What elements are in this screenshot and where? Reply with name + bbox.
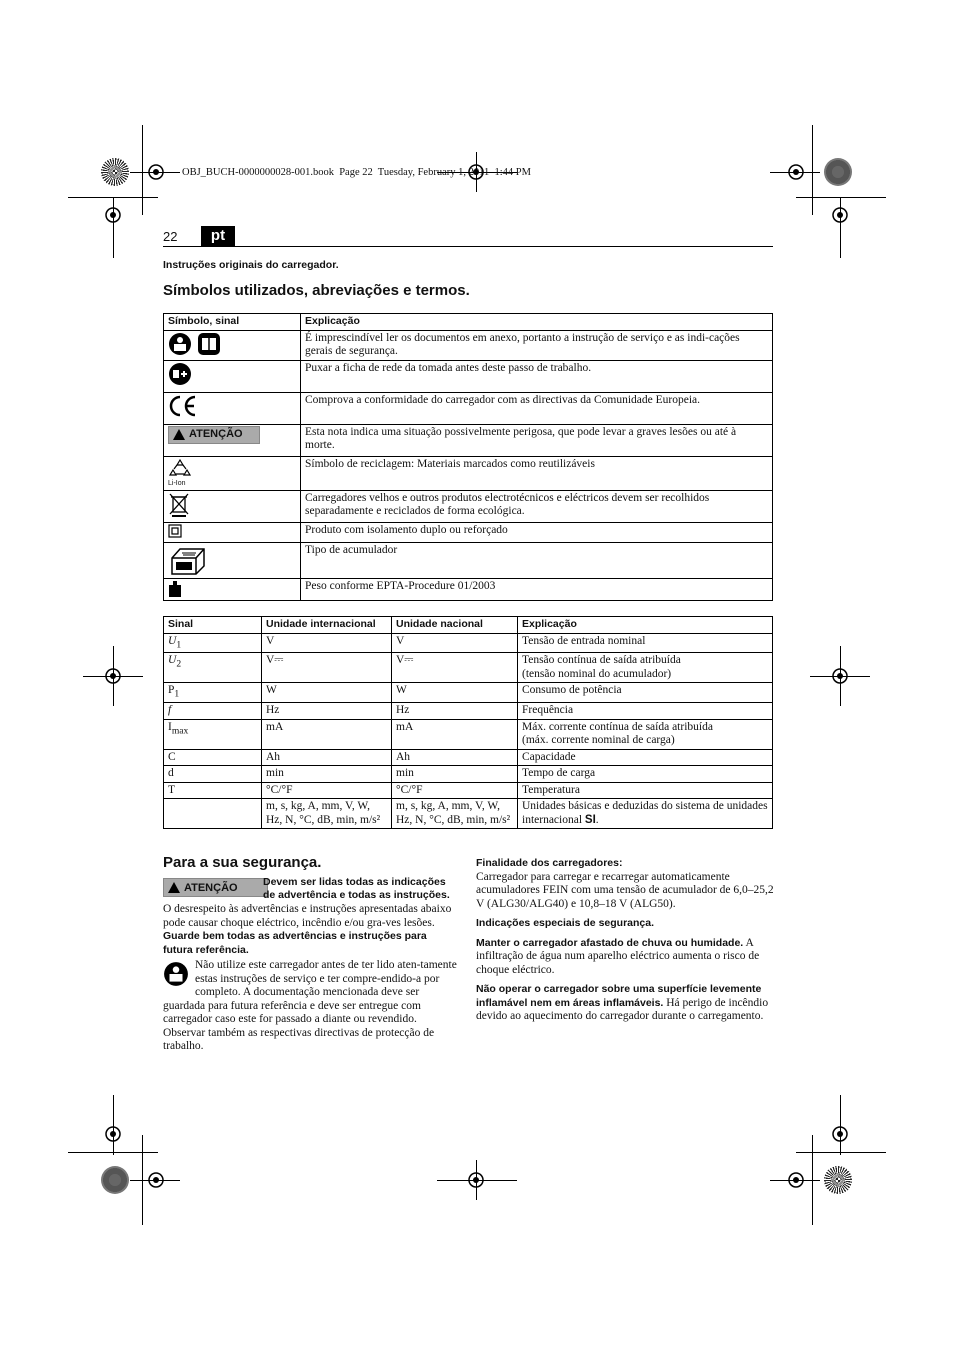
color-rosette-icon bbox=[824, 1166, 852, 1194]
symbol-explanation: Peso conforme EPTA-Procedure 01/2003 bbox=[301, 578, 773, 600]
rain-warning-bold: Manter o carregador afastado de chuva ou humidade. bbox=[476, 936, 744, 949]
file-header: OBJ_BUCH-0000000028-001.book Page 22 Tuesday, February 1, 2011 1:44 PM bbox=[182, 167, 531, 178]
natl-unit: W bbox=[392, 683, 518, 703]
color-rosette-icon bbox=[101, 158, 129, 186]
sign-symbol: f bbox=[168, 704, 172, 717]
warning-triangle-icon bbox=[173, 429, 185, 440]
registration-mark-icon bbox=[463, 1167, 489, 1193]
symbol-explanation: Carregadores velhos e outros produtos electrotécnicos e eléctricos devem ser recolhidos separadamente e reciclados de forma ecológica. bbox=[301, 490, 773, 522]
registration-mark-icon bbox=[143, 159, 169, 185]
grey-rosette-icon bbox=[824, 158, 852, 186]
document-subtitle: Instruções originais do carregador. bbox=[163, 259, 339, 271]
natl-unit: mA bbox=[392, 719, 518, 749]
registration-mark-icon bbox=[100, 1121, 126, 1147]
sign-symbol: C bbox=[164, 749, 262, 766]
section-title-symbols: Símbolos utilizados, abreviações e termos. bbox=[163, 282, 470, 299]
table-row bbox=[164, 766, 773, 783]
page-number: 22 bbox=[163, 229, 178, 244]
li-ion-recycling-icon bbox=[168, 458, 192, 480]
sign-symbol: I bbox=[168, 720, 172, 733]
battery-pack-icon bbox=[168, 544, 206, 576]
registration-mark-icon bbox=[143, 1167, 169, 1193]
column-header: Unidade internacional bbox=[262, 617, 392, 634]
column-header: Explicação bbox=[518, 617, 773, 634]
warning-read-all: Devem ser lidas todas as indicações de advertência e todas as instruções. bbox=[263, 876, 450, 901]
table-row bbox=[164, 633, 773, 653]
symbol-explanation: Produto com isolamento duplo ou reforçado bbox=[301, 522, 773, 542]
intl-unit: mA bbox=[262, 719, 392, 749]
symbol-explanation: Símbolo de reciclagem: Materiais marcados como reutilizáveis bbox=[301, 456, 773, 490]
registration-mark-icon bbox=[827, 202, 853, 228]
sign-symbol: P bbox=[168, 684, 175, 697]
registration-mark-icon bbox=[827, 663, 853, 689]
flammable-warning-text: Há perigo de incêndio devido ao aquecimento do carregador durante o carregamento. bbox=[476, 996, 769, 1022]
warning-triangle-icon bbox=[168, 882, 180, 893]
column-header: Unidade nacional bbox=[392, 617, 518, 634]
natl-unit: V bbox=[392, 633, 518, 653]
table-row bbox=[164, 799, 773, 829]
unit-explanation: Consumo de potência bbox=[518, 683, 773, 703]
purpose-text: Carregador para carregar e recarregar automaticamente acumuladores FEIN com uma tensão de acumulador de 6,0–25,2 V (ALG30/ALG40) e 10,8–18 V (ALG50). bbox=[476, 870, 774, 910]
symbol-explanation: É imprescindível ler os documentos em anexo, portanto a instrução de serviço e as indi-cações gerais de segurança. bbox=[301, 330, 773, 360]
table-header-row bbox=[164, 617, 773, 634]
symbol-explanation: Tipo de acumulador bbox=[301, 542, 773, 578]
unit-explanation: Frequência bbox=[518, 703, 773, 720]
weight-icon bbox=[168, 580, 182, 598]
column-header: Explicação bbox=[301, 314, 773, 331]
intl-unit: Hz bbox=[262, 703, 392, 720]
intl-unit: m, s, kg, A, mm, V, W, Hz, N, °C, dB, min, m/s² bbox=[262, 799, 392, 829]
natl-unit: min bbox=[392, 766, 518, 783]
grey-rosette-icon bbox=[101, 1166, 129, 1194]
warning-badge: ATENÇÃO bbox=[163, 878, 268, 897]
natl-unit: m, s, kg, A, mm, V, W, Hz, N, °C, dB, min, m/s² bbox=[392, 799, 518, 829]
intl-unit: V⎓ bbox=[262, 653, 392, 683]
li-ion-label: Li-Ion bbox=[168, 479, 186, 487]
symbols-table bbox=[163, 313, 773, 601]
unit-explanation: Máx. corrente contínua de saída atribuída (máx. corrente nominal de carga) bbox=[518, 719, 773, 749]
table-row bbox=[164, 578, 773, 600]
rain-warning-text: A infiltração de água num aparelho eléctrico aumenta o risco de choque eléctrico. bbox=[476, 936, 760, 976]
header-rule bbox=[163, 246, 773, 247]
registration-mark-icon bbox=[783, 159, 809, 185]
sign-symbol: T bbox=[164, 782, 262, 799]
registration-mark-icon bbox=[827, 1121, 853, 1147]
symbol-explanation: Comprova a conformidade do carregador com as directivas da Comunidade Europeia. bbox=[301, 392, 773, 424]
registration-mark-icon bbox=[783, 1167, 809, 1193]
table-row bbox=[164, 542, 773, 578]
table-row bbox=[164, 424, 773, 456]
unit-explanation: Tensão de entrada nominal bbox=[518, 633, 773, 653]
column-header: Símbolo, sinal bbox=[164, 314, 301, 331]
table-row bbox=[164, 330, 773, 360]
table-row bbox=[164, 683, 773, 703]
language-tab: pt bbox=[201, 226, 235, 246]
sign-subscript: 1 bbox=[176, 638, 182, 650]
symbol-explanation: Puxar a ficha de rede da tomada antes deste passo de trabalho. bbox=[301, 360, 773, 392]
section-title-safety: Para a sua segurança. bbox=[163, 854, 322, 871]
table-row bbox=[164, 456, 773, 490]
table-row bbox=[164, 360, 773, 392]
unit-explanation: Tensão contínua de saída atribuída (tensão nominal do acumulador) bbox=[518, 653, 773, 683]
read-manual-icon bbox=[168, 332, 220, 356]
symbol-explanation: Esta nota indica uma situação possivelmente perigosa, que pode levar a graves lesões ou até à morte. bbox=[301, 424, 773, 456]
registration-mark-icon bbox=[100, 202, 126, 228]
sign-symbol: U bbox=[168, 634, 177, 647]
unit-explanation: Temperatura bbox=[518, 782, 773, 799]
sign-symbol: d bbox=[164, 766, 262, 783]
unit-explanation: Tempo de carga bbox=[518, 766, 773, 783]
table-row bbox=[164, 749, 773, 766]
units-table bbox=[163, 616, 773, 829]
column-header: Sinal bbox=[164, 617, 262, 634]
table-header-row bbox=[164, 314, 773, 331]
table-row bbox=[164, 522, 773, 542]
registration-mark-icon bbox=[100, 663, 126, 689]
natl-unit: V⎓ bbox=[392, 653, 518, 683]
purpose-title: Finalidade dos carregadores: bbox=[476, 857, 623, 869]
table-row bbox=[164, 653, 773, 683]
safety-paragraph: Não utilize este carregador antes de ter lido aten-tamente estas instruções de serviço e ter compre-endido-a por completo. A documentação mencionada deve ser guardada para futura referência e deve ser entregue com carregador caso este for passado a diante ou revendido. bbox=[163, 959, 457, 1025]
unit-explanation: Unidades básicas e deduzidas do sistema de unidades internacional SI. bbox=[518, 799, 773, 829]
safety-paragraph: Observar também as respectivas directivas de protecção de trabalho. bbox=[163, 1026, 435, 1052]
intl-unit: V bbox=[262, 633, 392, 653]
table-row bbox=[164, 490, 773, 522]
table-row bbox=[164, 782, 773, 799]
ce-mark-icon bbox=[168, 394, 198, 418]
crossed-bin-icon bbox=[168, 492, 190, 518]
table-row bbox=[164, 392, 773, 424]
special-safety-title: Indicações especiais de segurança. bbox=[476, 917, 655, 929]
intl-unit: W bbox=[262, 683, 392, 703]
unit-explanation: Capacidade bbox=[518, 749, 773, 766]
natl-unit: Ah bbox=[392, 749, 518, 766]
intl-unit: Ah bbox=[262, 749, 392, 766]
keep-instructions: Guarde bem todas as advertências e instruções para futura referência. bbox=[163, 930, 427, 956]
natl-unit: °C/°F bbox=[392, 782, 518, 799]
flammable-warning-bold: Não operar o carregador sobre uma superfície levemente inflamável nem em áreas inflamáveis. bbox=[476, 983, 762, 1009]
read-manual-icon bbox=[163, 961, 189, 987]
table-row bbox=[164, 703, 773, 720]
intl-unit: °C/°F bbox=[262, 782, 392, 799]
sign-subscript: 1 bbox=[174, 688, 180, 700]
sign-symbol bbox=[164, 799, 262, 829]
sign-subscript: 2 bbox=[176, 658, 182, 670]
safety-paragraph: O desrespeito às advertências e instruções apresentadas abaixo pode causar choque eléctrico, incêndio e/ou gra-ves lesões. bbox=[163, 903, 452, 929]
sign-symbol: U bbox=[168, 654, 177, 667]
warning-badge: ATENÇÃO bbox=[168, 426, 260, 444]
natl-unit: Hz bbox=[392, 703, 518, 720]
table-row bbox=[164, 719, 773, 749]
sign-subscript: max bbox=[171, 724, 189, 736]
unplug-icon bbox=[168, 362, 192, 386]
intl-unit: min bbox=[262, 766, 392, 783]
double-insulation-icon bbox=[168, 524, 182, 538]
